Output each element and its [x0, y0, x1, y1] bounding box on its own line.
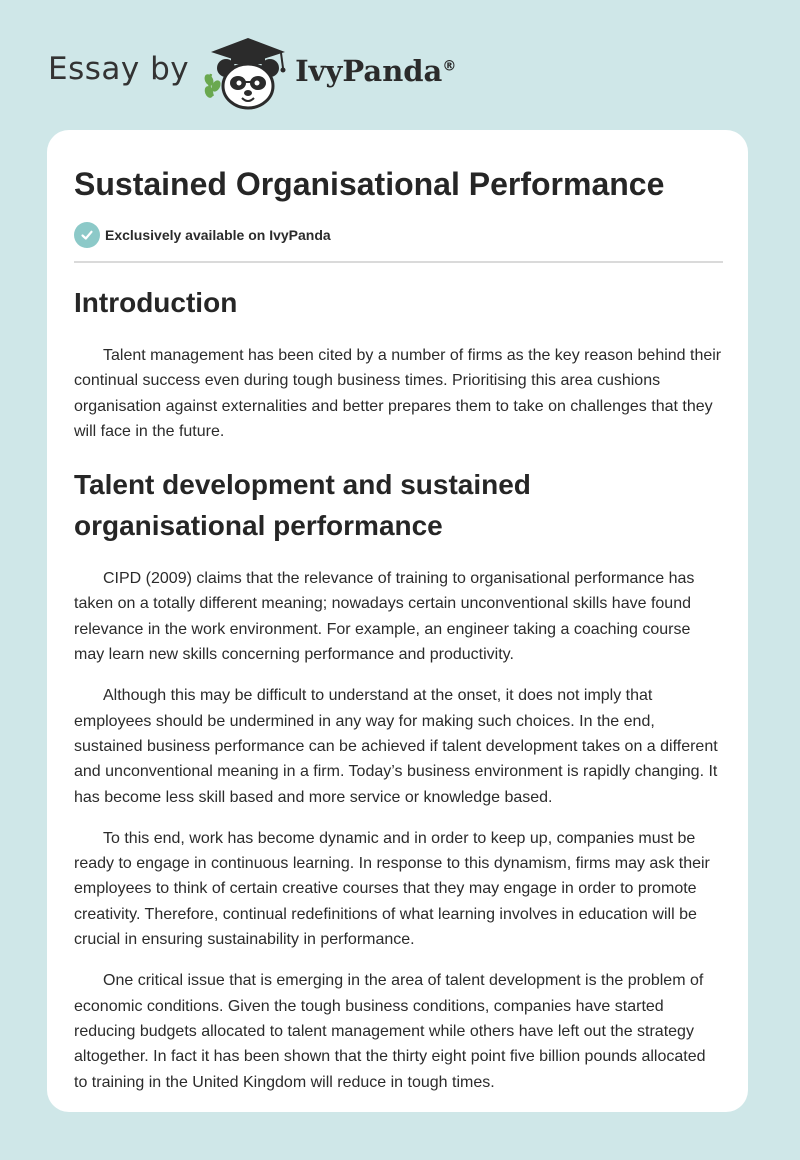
article-body [74, 280, 723, 1095]
brand-prefix: Essay by [48, 51, 190, 87]
paragraph: One critical issue that is emerging in the area of talent development is the problem of economic conditions. Given the tough business conditions, companies have started reducing budgets allocated to talent management while others have left out the strategy altogether. In fact it has been shown that the thirty eight point five billion pounds allocated to training in the United Kingdom will reduce in tough times. [74, 972, 706, 1091]
title-divider [74, 261, 723, 263]
registered-mark: ® [442, 58, 457, 75]
paragraph: CIPD (2009) claims that the relevance of training to organisational performance has taken on a totally different meaning; nowadays certain unconventional skills have found relevance in the work environment. For example, an engineer taking a coaching course may learn new skills concerning performance and productivity. [74, 570, 695, 664]
brand-name-text: IvyPanda [295, 54, 443, 88]
page-title: Sustained Organisational Performance [74, 166, 665, 202]
brand-name [295, 54, 456, 88]
section-heading-introduction: Introduction [74, 287, 238, 318]
brand-header[interactable] [48, 34, 456, 114]
check-circle-icon [74, 222, 100, 248]
paragraph: To this end, work has become dynamic and in order to keep up, companies must be ready to engage in continuous learning. In response to this dynamism, firms may ask their employees to think of certain creative courses that they may engage in order to promote creativity. Therefore, continual redefinitions of what learning involves in education will be crucial in ensuring sustainability in performance. [74, 829, 710, 949]
panda-graduate-icon [203, 34, 293, 114]
section-heading-talent-development: Talent development and sustained organisational performance [74, 469, 531, 542]
exclusive-badge-text: Exclusively available on IvyPanda [105, 227, 331, 243]
paragraph: Talent management has been cited by a number of firms as the key reason behind their continual success even during tough business times. Prioritising this area cushions organisation against externalities and better prepares them to take on challenges that they will face in the future. [74, 347, 722, 440]
exclusive-badge [74, 222, 331, 248]
article-card [47, 130, 748, 1112]
paragraph: Although this may be difficult to understand at the onset, it does not imply that employees should be undermined in any way for making such choices. In the end, sustained business performance can be achieved if talent development takes on a different and unconventional meaning in a firm. Today’s business environment is rapidly changing. It has become less skill based and more service or knowledge based. [74, 687, 718, 806]
